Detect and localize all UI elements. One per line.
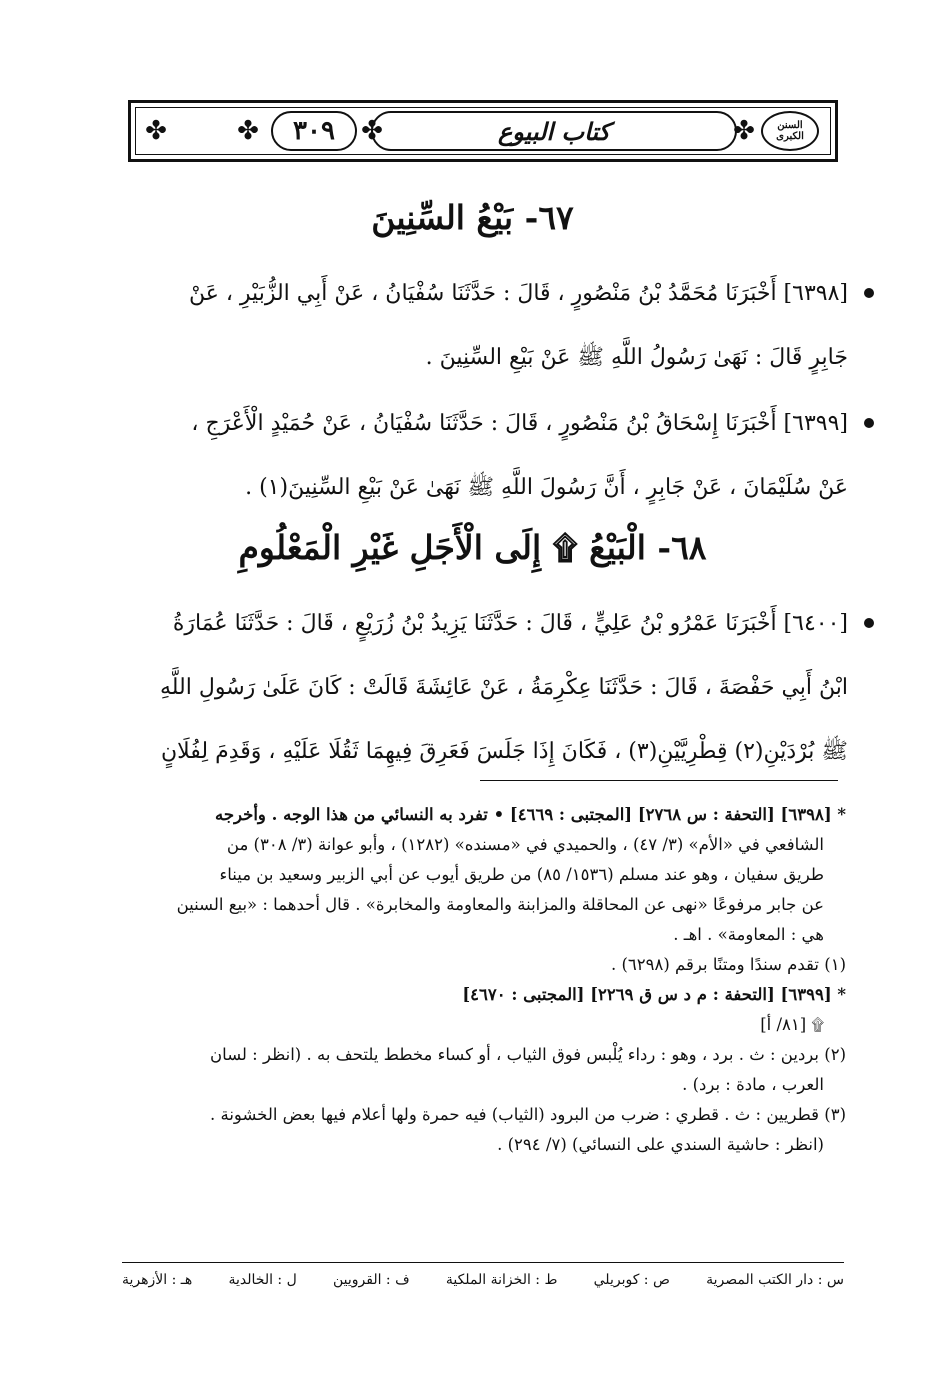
- hadith-6398: [130, 262, 848, 390]
- hadith-6399: [130, 392, 848, 520]
- legend-item: ط : الخزانة الملكية: [445, 1272, 558, 1288]
- hadith-line: [٦٣٩٩] أَخْبَرَنَا إِسْحَاقُ بْنُ مَنْصُورٍ ، قَالَ : حَدَّثَنَا سُفْيَانُ ، عَنْ حُمَيْدٍ الْأَعْرَجِ ،: [191, 411, 848, 436]
- hadith-line: ابْنُ أَبِي حَفْصَةَ ، قَالَ : حَدَّثَنَا عِكْرِمَةُ ، عَنْ عَائِشَةَ قَالَتْ : كَانَ عَلَىٰ رَسُولِ اللَّهِ: [159, 675, 848, 700]
- bullet-icon: [864, 418, 874, 428]
- bullet-icon: [864, 618, 874, 628]
- footnote-line: طريق سفيان ، وهو عند مسلم (١٥٣٦/ ٨٥) من طريق أيوب عن أبي الزبير وسعيد بن ميناء: [219, 865, 824, 884]
- footnote-line: * [٦٣٩٨] [التحفة : س ٢٧٦٨] [المجتبى : ٤٦٦٩] • تفرد به النسائي من هذا الوجه . وأخرجه: [214, 805, 846, 824]
- hadith-6400: [130, 592, 848, 784]
- footnote-line: هي : المعاومة» . اهـ .: [673, 925, 824, 944]
- legend-item: ل : الخالدية: [228, 1272, 297, 1288]
- footnote-line: العرب ، مادة : برد) .: [682, 1075, 824, 1094]
- footnote-line: (١) تقدم سندًا ومتنًا برقم (٦٢٩٨) .: [610, 955, 846, 974]
- book-logo-seal: السنن الكبرى: [761, 111, 819, 151]
- footnote-line: الشافعي في «الأم» (٣/ ٤٧) ، والحميدي في «مسنده» (١٢٨٢) ، وأبو عوانة (٣/ ٣٠٨) من: [226, 835, 824, 854]
- book-title: كتاب البيوع: [371, 111, 737, 151]
- footnote-line: عن جابر مرفوعًا «نهى عن المحاقلة والمزابنة والمعاومة والمخابرة» . قال أحدهما : «بيع السنين: [176, 895, 824, 914]
- hadith-line: [٦٣٩٨] أَخْبَرَنَا مُحَمَّدُ بْنُ مَنْصُورٍ ، قَالَ : حَدَّثَنَا سُفْيَانُ ، عَنْ أَبِي الزُّبَيْرِ ، عَنْ: [188, 281, 848, 306]
- ornament-icon: ✤: [145, 116, 167, 146]
- page-number: ٣٠٩: [271, 111, 357, 151]
- bullet-icon: [864, 288, 874, 298]
- hadith-line: [٦٤٠٠] أَخْبَرَنَا عَمْرُو بْنُ عَلِيٍّ ، قَالَ : حَدَّثَنَا يَزِيدُ بْنُ زُرَيْعٍ ، قَالَ : حَدَّثَنَا عُمَارَةُ: [172, 611, 848, 636]
- section-heading-68: ٦٨- الْبَيْعُ ۩ إِلَى الْأَجَلِ غَيْرِ الْمَعْلُومِ: [238, 528, 707, 567]
- footnote-line: * [٦٣٩٩] [التحفة : م د س ق ٢٢٦٩] [المجتبى : ٤٦٧٠]: [462, 985, 846, 1004]
- footnote-line: (انظر : حاشية السندي على النسائي) (٧/ ٢٩٤) .: [497, 1135, 824, 1154]
- hadith-line: ﷺ بُرْدَيْنِ(٢) قِطْرِيَّيْنِ(٣) ، فَكَانَ إِذَا جَلَسَ فَعَرِقَ فِيهِمَا ثَقُلَا عَلَيْهِ ، وَقَدِمَ لِفُلَانٍ: [160, 739, 848, 764]
- hadith-line: جَابِرٍ قَالَ : نَهَىٰ رَسُولُ اللَّهِ ﷺ عَنْ بَيْعِ السِّنِينَ .: [425, 345, 848, 370]
- legend-item: ص : كوبريلي: [593, 1272, 670, 1288]
- ornament-icon: ✤: [361, 116, 383, 146]
- ornament-icon: ✤: [733, 116, 755, 146]
- footnote-divider: [480, 780, 838, 781]
- manuscript-legend: [122, 1272, 844, 1288]
- footnote-line: (٣) قطريين : ث . قطري : ضرب من البرود (الثياب) فيه حمرة ولها أعلام فيها بعض الخشونة .: [210, 1105, 846, 1124]
- hadith-line: عَنْ سُلَيْمَانَ ، عَنْ جَابِرٍ ، أَنَّ رَسُولَ اللَّهِ ﷺ نَهَىٰ عَنْ بَيْعِ السِّنِينَ(١) .: [245, 475, 848, 500]
- footnote-line: ۩ [٨١/ أ]: [760, 1015, 824, 1034]
- legend-item: ف : القرويين: [332, 1272, 410, 1288]
- footnotes: [122, 800, 846, 1160]
- section-heading-67: ٦٧- بَيْعُ السِّنِينَ: [371, 198, 574, 237]
- legend-divider: [122, 1262, 844, 1263]
- ornament-icon: ✤: [237, 116, 259, 146]
- legend-item: س : دار الكتب المصرية: [706, 1272, 844, 1288]
- page-header: [128, 100, 838, 162]
- footnote-line: (٢) بردين : ث . برد ، وهو : رداء يُلْبس فوق الثياب ، أو كساء مخطط يلتحف به . (انظر : لسان: [210, 1045, 846, 1064]
- legend-item: هـ : الأزهرية: [122, 1272, 193, 1288]
